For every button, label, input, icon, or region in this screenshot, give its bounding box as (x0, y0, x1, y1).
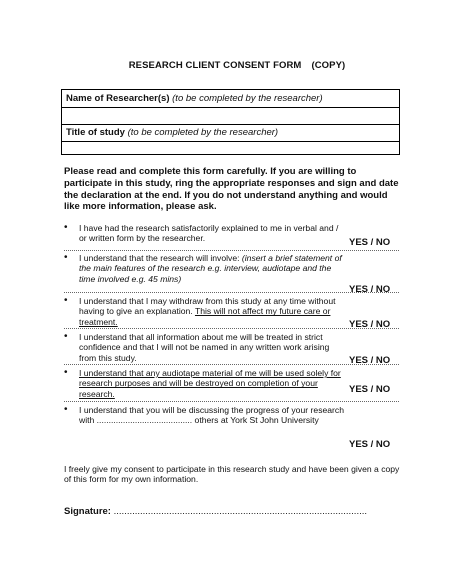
yes-no-choice[interactable]: YES / NO (349, 384, 391, 395)
divider (64, 328, 399, 329)
study-title-field[interactable] (62, 141, 399, 155)
researcher-name-hint: (to be completed by the researcher) (172, 93, 323, 104)
signature-line: ................................................................................................ (113, 506, 368, 517)
researcher-name-field[interactable] (62, 107, 399, 124)
statement-italic-text: (insert a brief statement of the main features of the research e.g. interview, audiotape and the time involved e.g. 45 mins) (79, 253, 342, 284)
statement-text: I understand that I may withdraw from this study at any time without having to give an explanation. (79, 296, 336, 317)
signature-field[interactable] (64, 506, 367, 517)
signature-label: Signature: (64, 506, 111, 517)
yes-no-choice[interactable]: YES / NO (349, 237, 391, 248)
statement-underlined-text: This will not affect my future care or treatment. (79, 306, 331, 327)
study-title-hint: (to be completed by the researcher) (127, 127, 279, 138)
researcher-name-row (62, 90, 399, 107)
instructions-text: Please read and complete this form carefully. If you are willing to participate in this study, ring the appropriate responses and sign and date the declaration at the end. If you do not understand anything and would like more information, please ask. (64, 166, 399, 213)
bullet-icon: • (64, 367, 68, 378)
yes-no-choice[interactable]: YES / NO (349, 355, 391, 366)
form-title-copy: (COPY) (311, 60, 346, 71)
consent-statement: I freely give my consent to participate in this research study and have been given a copy of this form for my own information. (64, 464, 400, 485)
yes-no-choice[interactable]: YES / NO (349, 284, 391, 295)
bullet-icon: • (64, 404, 68, 415)
yes-no-choice[interactable]: YES / NO (349, 319, 391, 330)
statement-text: I understand that the research will involve: (79, 253, 242, 263)
statement-text: I understand that all information about me will be treated in strict confidence and that I will not be named in any written work arising from this study. (79, 332, 330, 363)
bullet-icon: • (64, 252, 68, 263)
study-title-row (62, 124, 399, 141)
statement-underlined-text: I understand that any audiotape material of me will be used solely for research purposes and will be destroyed on completion of your research. (79, 368, 341, 399)
bullet-icon: • (64, 295, 68, 306)
yes-no-choice[interactable]: YES / NO (349, 439, 391, 450)
researcher-name-label: Name of Researcher(s) (66, 93, 170, 104)
divider (64, 292, 399, 293)
form-title-main: RESEARCH CLIENT CONSENT FORM (128, 60, 302, 71)
statement-text: I understand that you will be discussing the progress of your research with ........................................ others at York St John University (79, 405, 344, 426)
divider (64, 250, 399, 251)
divider (64, 364, 399, 365)
bullet-icon: • (64, 222, 68, 233)
researcher-info-table (61, 89, 400, 155)
bullet-icon: • (64, 331, 68, 342)
form-title (0, 60, 474, 71)
statement-text: I have had the research satisfactorily explained to me in verbal and / or written form by the researcher. (79, 223, 339, 244)
study-title-label: Title of study (66, 127, 125, 138)
divider (64, 401, 399, 402)
